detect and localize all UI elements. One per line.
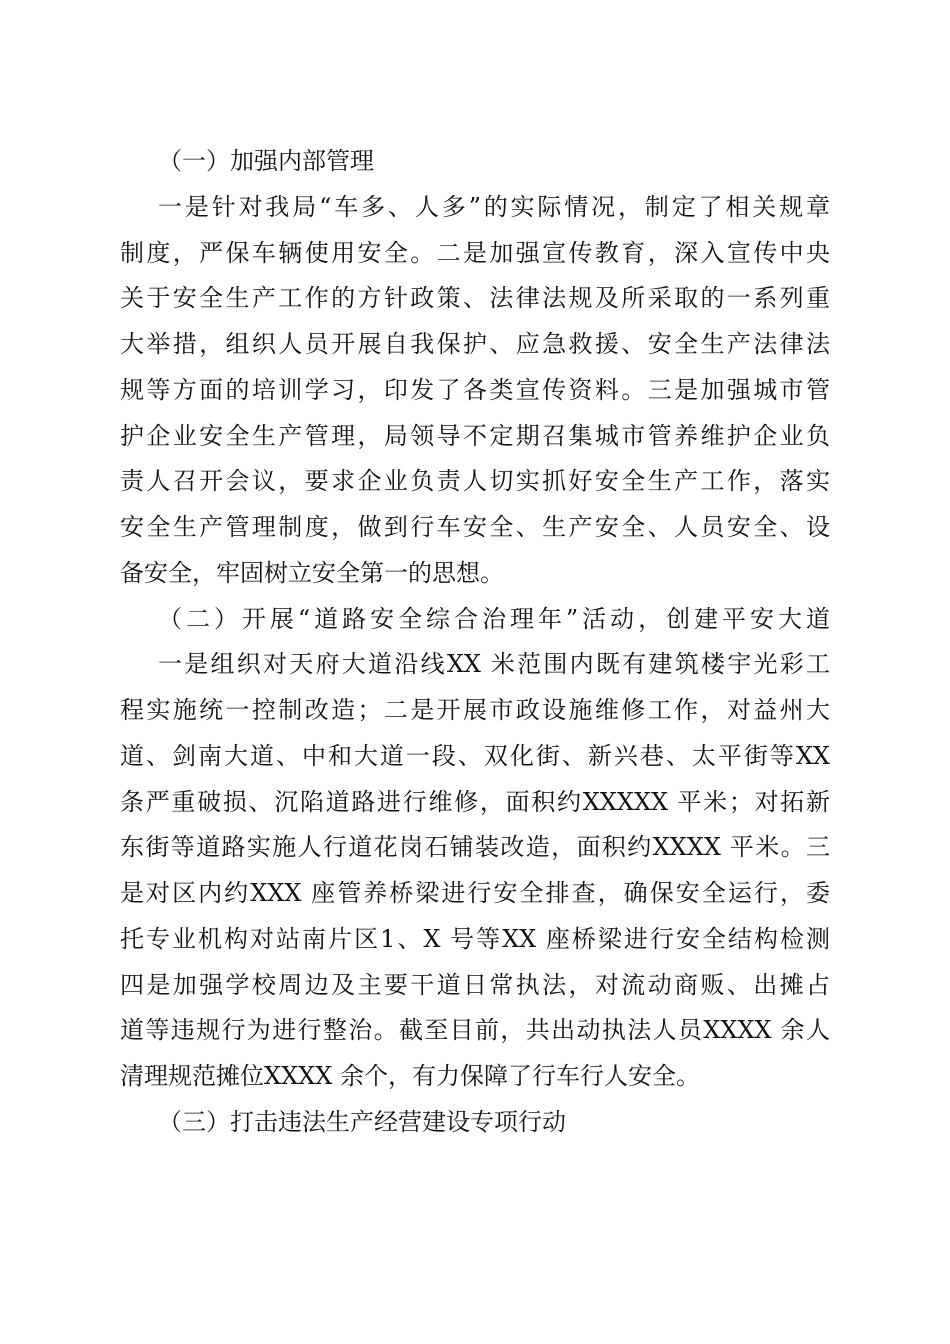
paragraph-line: 安全生产管理制度，做到行车安全、生产安全、人员安全、设 (120, 513, 830, 541)
document-body (120, 139, 830, 1146)
paragraph-line: 一是针对我局“车多、人多”的实际情况，制定了相关规章 (158, 192, 830, 221)
paragraph-line: 条严重破损、沉陷道路进行维修，面积约XXXXX 平米；对拓新 (120, 787, 830, 816)
paragraph-line: 程实施统一控制改造；二是开展市政设施维修工作，对益州大 (120, 696, 830, 724)
paragraph-line: 责人召开会议，要求企业负责人切实抓好安全生产工作，落实 (120, 467, 830, 496)
paragraph-line: 是对区内约XXX 座管养桥梁进行安全排查，确保安全运行，委 (120, 879, 830, 907)
paragraph-line: 制度，严保车辆使用安全。二是加强宣传教育，深入宣传中央 (120, 238, 830, 267)
paragraph-line: 一是组织对天府大道沿线XX 米范围内既有建筑楼宇光彩工 (158, 650, 830, 679)
paragraph-line: 托专业机构对站南片区1、X 号等XX 座桥梁进行安全结构检测 (120, 924, 830, 953)
paragraph-line: 护企业安全生产管理，局领导不定期召集城市管养维护企业负 (120, 421, 830, 450)
paragraph-line: 道等违规行为进行整治。截至目前，共出动执法人员XXXX 余人 (120, 1016, 830, 1045)
section-heading-2: （二）开展“道路安全综合治理年”活动，创建平安大道 (158, 604, 830, 633)
paragraph-line: 东街等道路实施人行道花岗石铺装改造，面积约XXXX 平米。三 (120, 833, 830, 862)
paragraph-line: 规等方面的培训学习，印发了各类宣传资料。三是加强城市管 (120, 375, 830, 404)
paragraph-line: 道、剑南大道、中和大道一段、双化街、新兴巷、太平街等XX (120, 741, 830, 770)
paragraph-line: 大举措，组织人员开展自我保护、应急救援、安全生产法律法 (120, 330, 830, 358)
paragraph-line: 清理规范摊位XXXX 余个，有力保障了行车行人安全。 (120, 1062, 700, 1090)
paragraph-line: 四是加强学校周边及主要干道日常执法，对流动商贩、出摊占 (120, 970, 830, 999)
section-heading-3: （三）打击违法生产经营建设专项行动 (158, 1107, 566, 1136)
paragraph-line: 关于安全生产工作的方针政策、法律法规及所采取的一系列重 (120, 284, 830, 313)
paragraph-line: 备安全，牢固树立安全第一的思想。 (120, 558, 504, 587)
section-heading-1: （一）加强内部管理 (158, 147, 374, 175)
